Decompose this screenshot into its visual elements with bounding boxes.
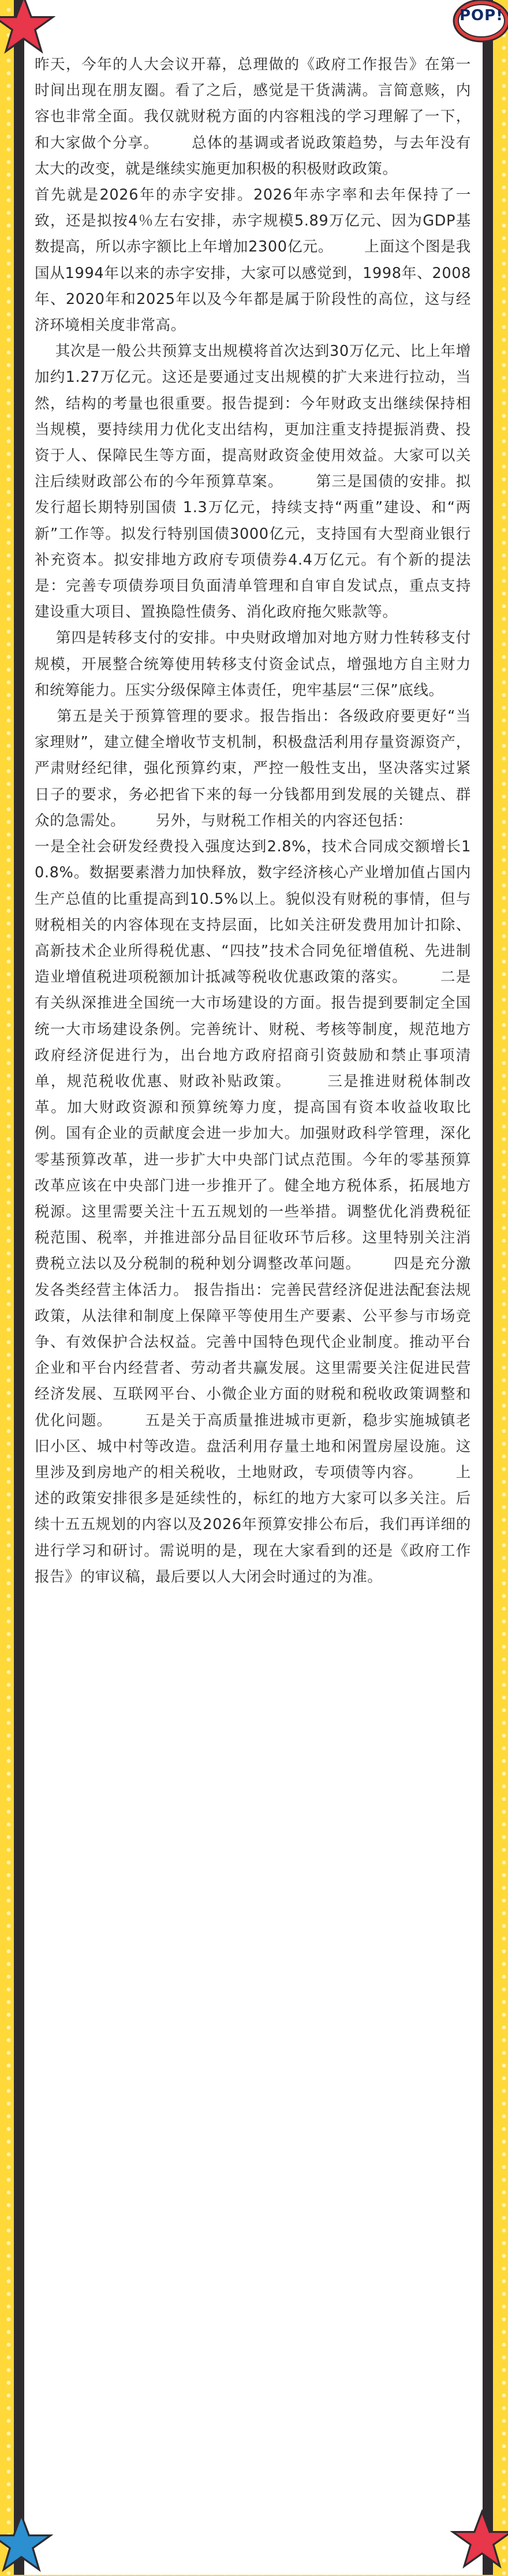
paragraph-deficit: 首先就是2026年的赤字安排。2026年赤字率和去年保持了一致，还是拟按4％左右安排，赤字规模5.89万亿元、因为GDP基数提高，所以赤字额比上年增加2300亿元。 上面这个图是我国从1994年以来的赤字安排，大家可以感觉到，1998年、2008年、2020年和2025年以及今年都是属于阶段性的高位，这与经济环境相关度非常高。 bbox=[35, 186, 471, 335]
paragraph-budget-management: 第五是关于预算管理的要求。报告指出：各级政府要更好“当家理财”，建立健全增收节支机制，积极盘活利用存量资源资产，严肃财经纪律，强化预算约束，严控一般性支出，坚决落实过紧日子的要求，务必把省下来的每一分钱都用到发展的关键点、群众的急需处。 另外，与财税工作相关的内容还包括： bbox=[35, 708, 471, 829]
red-star-icon bbox=[0, 0, 55, 58]
paragraph-expenditure-bonds: 其次是一般公共预算支出规模将首次达到30万亿元、比上年增加约1.27万亿元。这还是要通过支出规模的扩大来进行拉动，当然，结构的考量也很重要。报告提到：今年财政支出继续保持相当规模，要持续用力优化支出结构，更加注重支持提振消费、投资于人、保障民生等方面，提高财政资金使用效益。大家可以关注后续财政部公布的今年预算草案。 第三是国债的安排。拟发行超长期特别国债 1.3万亿元，持续支持“两重”建设、和“两新”工作等。拟发行特别国债3000亿元，支持国有大型商业银行补充资本。拟安排地方政府专项债券4.4万亿元。有个新的提法是：完善专项债券项目负面清单管理和自审自发试点，重点支持建设重大项目、置换隐性债务、消化政府拖欠账款等。 bbox=[35, 343, 471, 621]
article-body bbox=[35, 52, 471, 1590]
pop-label: POP! bbox=[459, 7, 504, 24]
paragraph-related-items: 一是全社会研发经费投入强度达到2.8%，技术合同成交额增长10.8%。数据要素潜力加快释放，数字经济核心产业增加值占国内生产总值的比重提高到10.5%以上。貌似没有财税的事情，但与财税相关的内容体现在支持层面，比如关注研发费用加计扣除、高新技术企业所得税优惠、“四技”技术合同免征增值税、先进制造业增值税进项税额加计抵减等税收优惠政策的落实。 二是有关纵深推进全国统一大市场建设的方面。报告提到要制定全国统一大市场建设条例。完善统计、财税、考核等制度，规范地方政府经济促进行为，出台地方政府招商引资鼓励和禁止事项清单，规范税收优惠、财政补贴政策。 三是推进财税体制改革。加大财政资源和预算统筹力度，提高国有资本收益收取比例。国有企业的贡献度会进一步加大。加强财政科学管理，深化零基预算改革，进一步扩大中央部门试点范围。今年的零基预算改革应该在中央部门进一步推开了。健全地方税体系，拓展地方税源。这里需要关注十五五规划的一些举措。调整优化消费税征税范围、税率，并推进部分品目征收环节后移。这里特别关注消费税立法以及分税制的税种划分调整改革问题。 四是充分激发各类经营主体活力。 报告指出：完善民营经济促进法配套法规政策，从法律和制度上保障平等使用生产要素、公平参与市场竞争、有效保护合法权益。完善中国特色现代企业制度。推动平台企业和平台内经营者、劳动者共赢发展。这里需要关注促进民营经济发展、互联网平台、小微企业方面的财税和税收政策调整和优化问题。 五是关于高质量推进城市更新，稳步实施城镇老旧小区、城中村等改造。盘活利用存量土地和闲置房屋设施。这里涉及到房地产的相关税收，土地财政，专项债等内容。 上述的政策安排很多是延续性的，标红的地方大家可以多关注。后续十五五规划的内容以及2026年预算安排公布后，我们再详细的进行学习和研讨。需说明的是，现在大家看到的还是《政府工作报告》的审议稿，最后要以人大闭会时通过的为准。 bbox=[35, 838, 471, 1586]
red-star-icon bbox=[450, 2509, 508, 2573]
pop-sticker bbox=[453, 0, 508, 45]
paragraph-intro: 昨天，今年的人大会议开幕，总理做的《政府工作报告》在第一时间出现在朋友圈。看了之后，感觉是干货满满。言简意赅，内容也非常全面。我仅就财税方面的内容粗浅的学习理解了一下，和大家做个分享。 总体的基调或者说政策趋势，与去年没有太大的改变，就是继续实施更加积极的积极财政政策。 bbox=[35, 56, 471, 178]
paragraph-transfer-payments: 第四是转移支付的安排。中央财政增加对地方财力性转移支付规模，开展整合统筹使用转移支付资金试点，增强地方自主财力和统筹能力。压实分级保障主体责任，兜牢基层“三保”底线。 bbox=[35, 629, 471, 699]
blue-star-icon bbox=[0, 2513, 53, 2576]
